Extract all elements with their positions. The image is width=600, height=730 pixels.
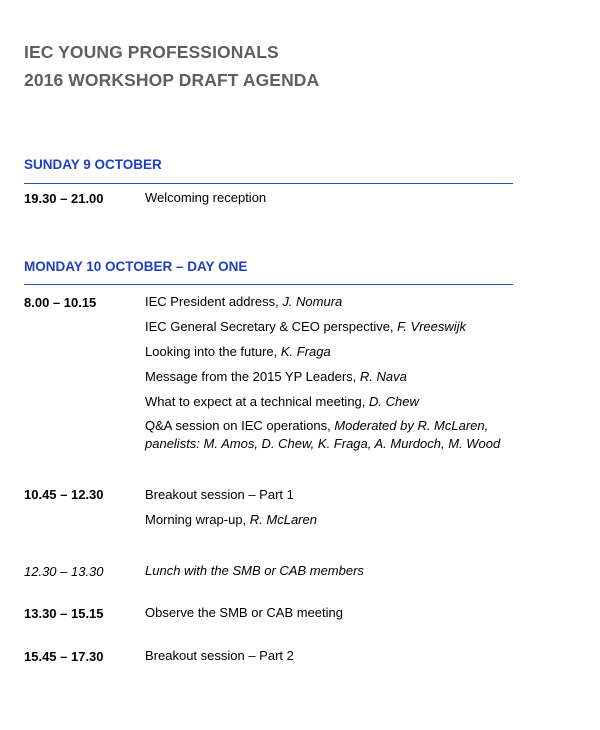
agenda-item: Breakout session – Part 1	[145, 487, 294, 502]
item-text: Message from the 2015 YP Leaders,	[145, 369, 357, 384]
agenda-item	[145, 417, 500, 453]
time-slot: 10.45 – 12.30	[24, 487, 104, 502]
section-title-sunday: SUNDAY 9 OCTOBER	[24, 157, 162, 172]
agenda-item	[145, 318, 466, 336]
panelists: panelists: M. Amos, D. Chew, K. Fraga, A. Murdoch, M. Wood	[145, 436, 501, 451]
speaker: R. Nava	[359, 369, 407, 384]
agenda-item	[145, 343, 331, 361]
time-slot: 13.30 – 15.15	[24, 606, 104, 621]
time-slot: 15.45 – 17.30	[24, 649, 104, 664]
item-text: What to expect at a technical meeting,	[145, 394, 366, 409]
time-slot: 8.00 – 10.15	[24, 295, 97, 310]
agenda-item	[145, 293, 342, 311]
item-text: Q&A session on IEC operations,	[145, 418, 331, 433]
speaker: J. Nomura	[282, 294, 343, 309]
section-title-monday: MONDAY 10 OCTOBER – DAY ONE	[24, 259, 248, 274]
item-text: IEC General Secretary & CEO perspective,	[145, 319, 394, 334]
speaker: Moderated by R. McLaren,	[334, 418, 489, 433]
title-line-1: IEC YOUNG PROFESSIONALS	[24, 42, 279, 62]
item-text: Morning wrap-up,	[145, 512, 247, 527]
item-text: Looking into the future,	[145, 344, 278, 359]
speaker: D. Chew	[369, 394, 419, 409]
section-divider	[24, 284, 513, 285]
agenda-item: Breakout session – Part 2	[145, 648, 294, 663]
speaker: R. McLaren	[249, 512, 317, 527]
document-title	[24, 38, 319, 94]
agenda-item: Lunch with the SMB or CAB members	[145, 563, 364, 578]
agenda-item: Welcoming reception	[145, 190, 267, 205]
speaker: F. Vreeswijk	[397, 319, 467, 334]
time-slot: 19.30 – 21.00	[24, 191, 104, 206]
title-line-2: 2016 WORKSHOP DRAFT AGENDA	[24, 70, 320, 90]
agenda-item	[145, 393, 419, 411]
agenda-item	[145, 368, 407, 386]
agenda-item: Observe the SMB or CAB meeting	[145, 605, 343, 620]
item-text: IEC President address,	[145, 294, 279, 309]
speaker: K. Fraga	[280, 344, 331, 359]
section-divider	[24, 183, 513, 184]
time-slot: 12.30 – 13.30	[24, 564, 104, 579]
agenda-item	[145, 511, 317, 529]
